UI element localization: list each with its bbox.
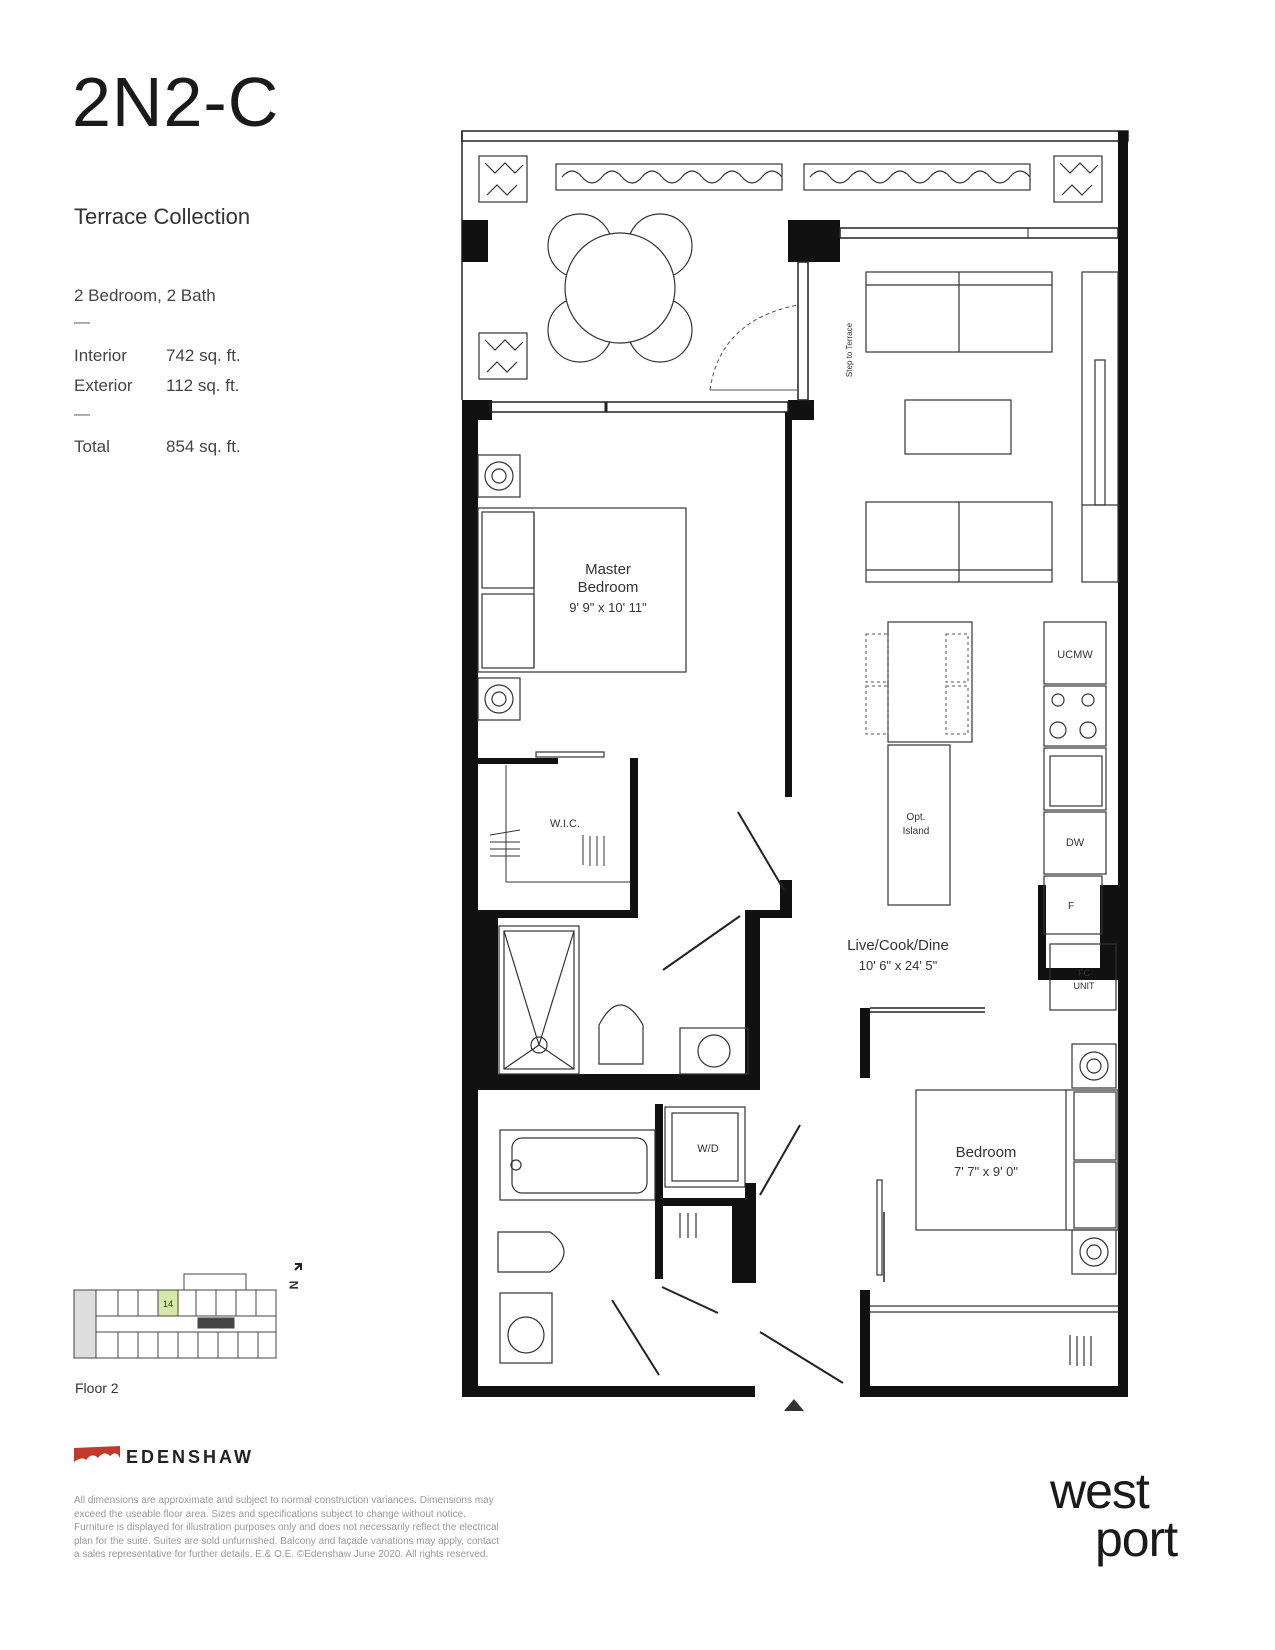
westport-logo-line2: port xyxy=(1095,1511,1178,1567)
separator: — xyxy=(74,406,90,423)
living-room-name: Live/Cook/Dine xyxy=(847,937,949,954)
beds-baths: 2 Bedroom, 2 Bath xyxy=(74,286,216,305)
interior-walls xyxy=(478,412,1118,1397)
fc-unit-label-1: FC xyxy=(1078,968,1090,978)
total-value: 854 sq. ft. xyxy=(166,437,241,456)
fridge-label: F xyxy=(1067,901,1075,912)
exterior-value: 112 sq. ft. xyxy=(166,376,240,395)
terrace-border xyxy=(462,131,1128,141)
west-wall xyxy=(462,402,478,1397)
bedroom-furniture xyxy=(870,1044,1118,1366)
master-bedroom-name-2: Bedroom xyxy=(577,579,639,596)
westport-logo-line1: west xyxy=(1050,1463,1149,1519)
disclaimer: All dimensions are approximate and subject to normal construction variances. Dimensions may exceed the useable floor area. Sizes and specifications subject to change without notice. Furniture is displayed for illustration purposes only and does not necessarily reflect the electrical plan for the suite. Suites are sold unfurnished. Balcony and façade variations may apply, contact a sales representative for further details. E.& O.E. ©Edenshaw June 2020. All rights reserved. xyxy=(74,1495,500,1560)
washer-dryer-label: W/D xyxy=(697,1143,719,1155)
ensuite-fixtures xyxy=(499,926,748,1074)
total-label: Total xyxy=(74,437,110,456)
unit-title: 2N2-C xyxy=(72,63,280,141)
separator: — xyxy=(74,314,90,331)
key-plan-unit-number: 14 xyxy=(162,1299,174,1309)
entry-arrow xyxy=(784,1399,804,1411)
island-label-2: Island xyxy=(902,826,930,837)
collection-name: Terrace Collection xyxy=(74,204,251,229)
fc-unit-label-2: UNIT xyxy=(1073,981,1095,991)
north-indicator: N xyxy=(287,1280,301,1290)
key-plan xyxy=(74,1264,301,1358)
master-bedroom-dims: 9' 9" x 10' 11" xyxy=(569,600,647,615)
bedroom-name: Bedroom xyxy=(955,1144,1017,1161)
living-room-dims: 10' 6" x 24' 5" xyxy=(858,958,938,973)
edenshaw-logo-mark xyxy=(74,1446,120,1462)
east-wall xyxy=(1118,131,1128,1397)
master-bedroom-name-1: Master xyxy=(585,561,631,578)
bedroom-dims: 7' 7" x 9' 0" xyxy=(953,1164,1019,1179)
ucmw-label: UCMW xyxy=(1057,649,1093,661)
dishwasher-label: DW xyxy=(1065,837,1085,849)
wic-label: W.I.C. xyxy=(550,818,580,830)
key-plan-floor: Floor 2 xyxy=(75,1380,119,1396)
interior-value: 742 sq. ft. xyxy=(166,346,241,365)
island-label-1: Opt. xyxy=(906,812,926,823)
exterior-label: Exterior xyxy=(74,376,133,395)
terrace-table xyxy=(548,214,692,362)
interior-label: Interior xyxy=(74,346,127,365)
edenshaw-brand: EDENSHAW xyxy=(126,1447,255,1467)
step-to-terrace-label: Step to Terrace xyxy=(845,322,854,378)
